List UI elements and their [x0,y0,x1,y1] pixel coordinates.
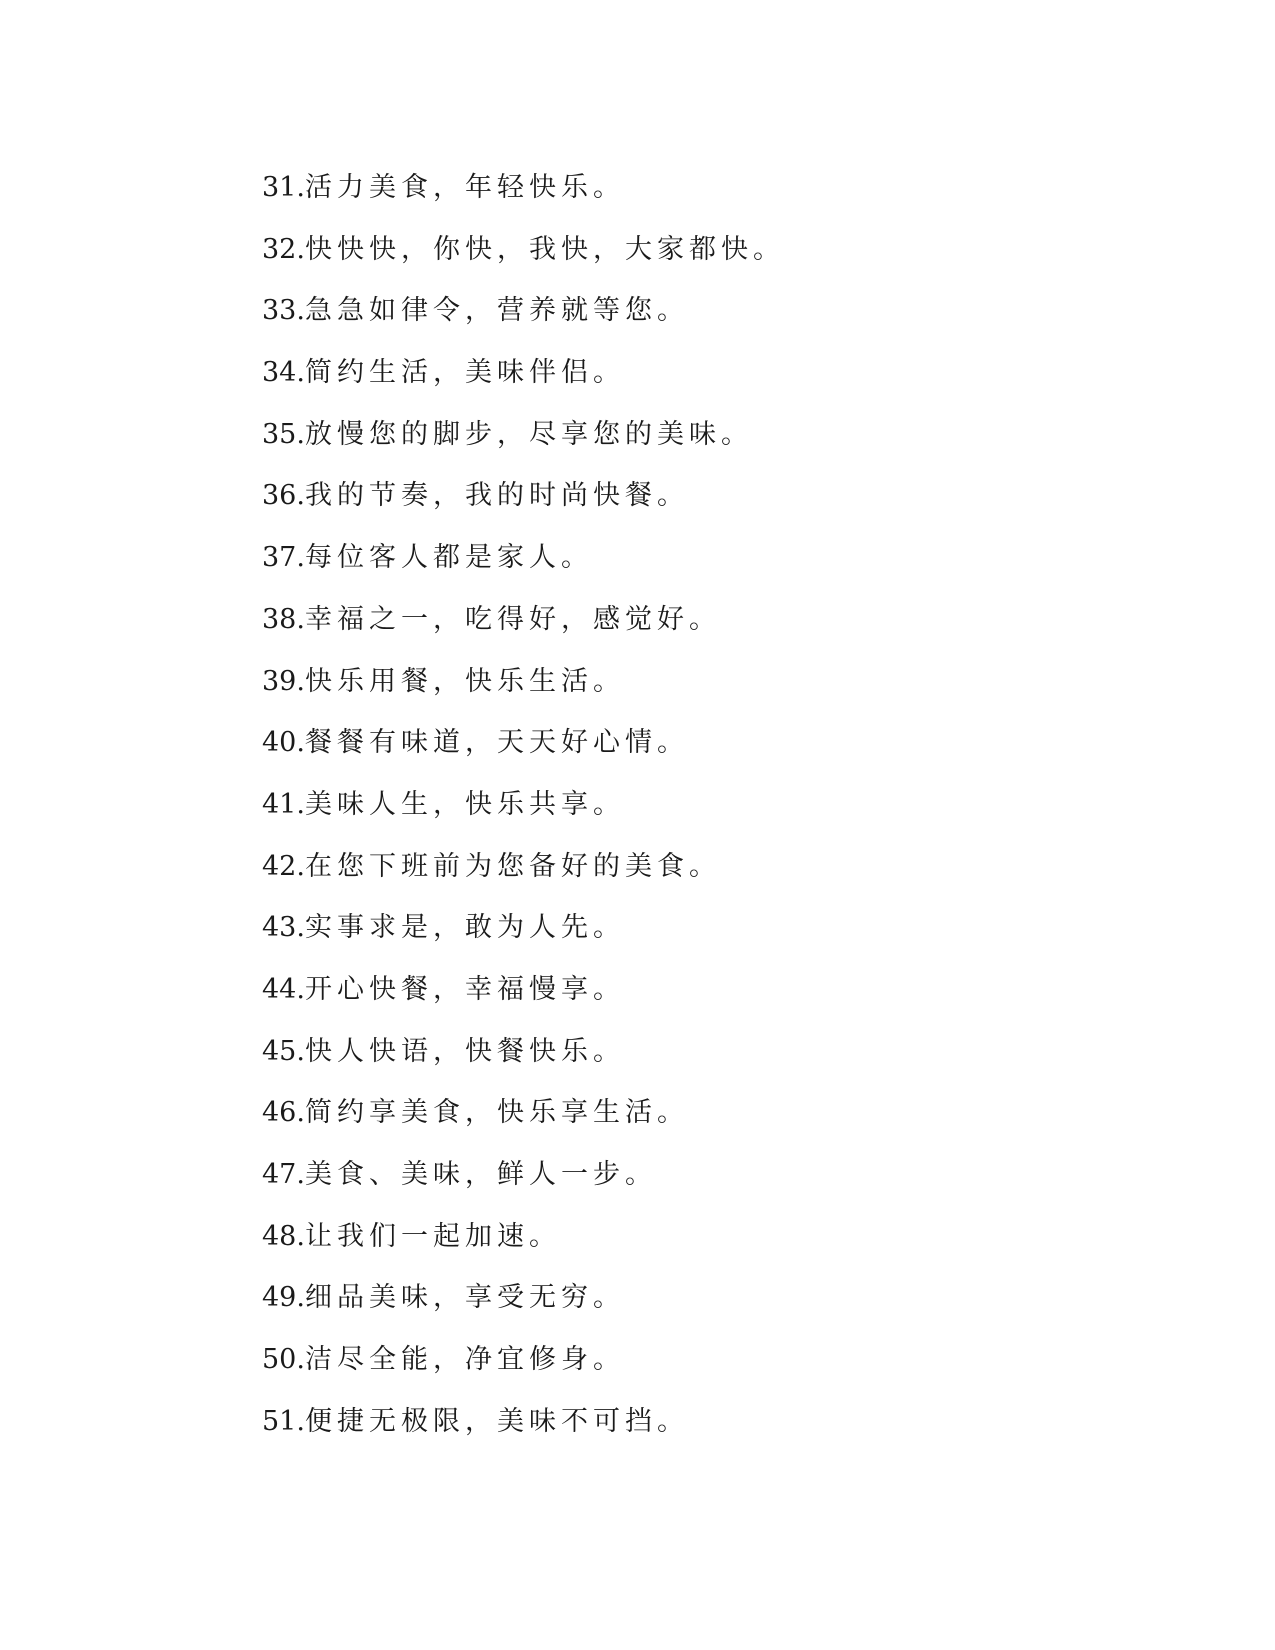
item-number: 47. [262,1159,305,1190]
item-number: 40. [262,727,305,759]
item-text: 活力美食，年轻快乐。 [304,172,625,203]
list-item [262,723,1162,785]
item-text: 餐餐有味道，天天好心情。 [304,727,689,759]
item-number: 36. [262,480,305,512]
list-item [262,970,1162,1032]
list-item [262,600,1162,662]
item-text: 便捷无极限，美味不可挡。 [304,1405,689,1437]
item-number: 46. [262,1097,305,1129]
item-number: 39. [262,665,305,697]
item-number: 45. [262,1035,305,1067]
item-text: 快乐用餐，快乐生活。 [304,665,625,697]
item-number: 33. [262,295,305,327]
item-number: 31. [262,172,305,203]
item-text: 简约享美食，快乐享生活。 [304,1097,689,1129]
list-item [262,1155,1162,1217]
item-number: 38. [262,603,305,635]
list-item [262,291,1162,353]
list-item [262,230,1162,292]
list-item [262,476,1162,538]
item-text: 每位客人都是家人。 [304,542,593,574]
item-number: 41. [262,788,305,820]
item-text: 开心快餐，幸福慢享。 [304,973,625,1005]
item-number: 32. [262,233,305,265]
item-number: 43. [262,912,305,944]
list-item [262,908,1162,970]
slogan-list [262,168,1162,1463]
item-text: 快快快，你快，我快，大家都快。 [304,233,785,265]
list-item [262,1340,1162,1402]
item-text: 美食、美味，鲜人一步。 [304,1159,657,1190]
list-item [262,785,1162,847]
item-number: 44. [262,973,305,1005]
list-item [262,1093,1162,1155]
item-text: 急急如律令，营养就等您。 [304,295,689,327]
item-number: 51. [262,1405,305,1437]
item-number: 50. [262,1344,305,1376]
item-text: 放慢您的脚步，尽享您的美味。 [304,418,753,450]
list-item [262,353,1162,415]
item-number: 34. [262,357,305,389]
item-text: 美味人生，快乐共享。 [304,788,625,820]
list-item [262,662,1162,724]
item-number: 37. [262,542,305,574]
list-item [262,1278,1162,1340]
item-number: 35. [262,418,305,450]
list-item [262,168,1162,230]
item-number: 48. [262,1220,305,1252]
item-text: 幸福之一，吃得好，感觉好。 [304,603,721,635]
item-text: 让我们一起加速。 [304,1220,561,1252]
item-text: 实事求是，敢为人先。 [304,912,625,944]
list-item [262,1402,1162,1464]
item-number: 42. [262,850,305,882]
list-item [262,1217,1162,1279]
item-text: 我的节奏，我的时尚快餐。 [304,480,689,512]
item-text: 简约生活，美味伴侣。 [304,357,625,389]
item-number: 49. [262,1282,305,1314]
item-text: 细品美味，享受无穷。 [304,1282,625,1314]
list-item [262,538,1162,600]
list-item [262,1032,1162,1094]
item-text: 快人快语，快餐快乐。 [304,1035,625,1067]
item-text: 在您下班前为您备好的美食。 [304,850,721,882]
list-item [262,847,1162,909]
item-text: 洁尽全能，净宜修身。 [304,1344,625,1376]
list-item [262,415,1162,477]
